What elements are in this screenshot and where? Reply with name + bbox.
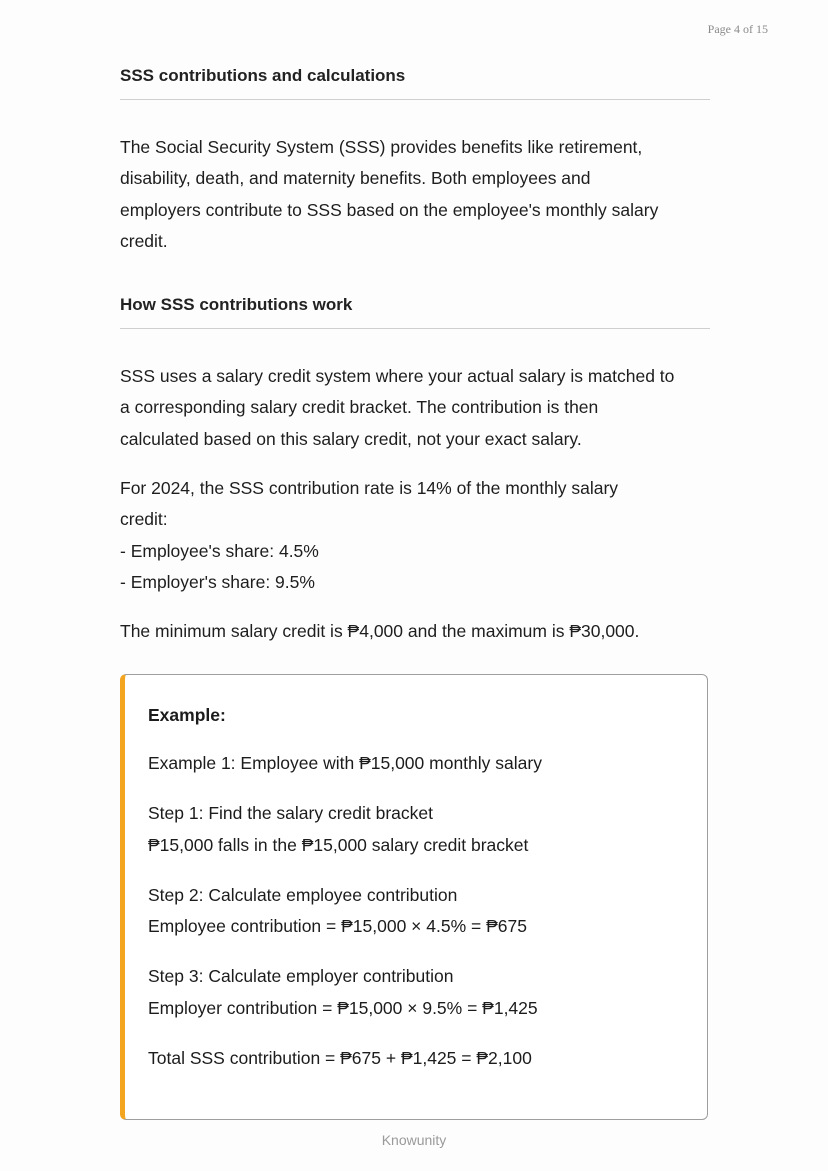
heading-divider [120,99,710,100]
section-heading-how-it-works: How SSS contributions work [120,295,353,315]
step-2-title: Step 2: Calculate employee contribution [148,884,458,905]
how-line: a corresponding salary credit bracket. The contribution is then [120,397,599,418]
intro-paragraph [120,132,710,257]
rate-paragraph [120,473,710,598]
step-1 [148,798,687,861]
step-2-detail: Employee contribution = ₱15,000 × 4.5% = ₱675 [148,916,527,937]
employee-share-line: - Employee's share: 4.5% [120,540,319,561]
intro-line: credit. [120,230,168,251]
intro-line: disability, death, and maternity benefits. Both employees and [120,168,591,189]
footer-brand: Knowunity [381,1132,447,1148]
rate-line: For 2024, the SSS contribution rate is 14% of the monthly salary [120,478,619,499]
step-2 [148,880,687,943]
example-case: Example 1: Employee with ₱15,000 monthly salary [148,753,542,773]
how-paragraph [120,361,710,455]
heading-divider [120,328,710,329]
step-1-title: Step 1: Find the salary credit bracket [148,803,433,824]
step-3 [148,961,687,1024]
min-max-paragraph: The minimum salary credit is ₱4,000 and the maximum is ₱30,000. [120,621,640,642]
section-heading-sss-contributions: SSS contributions and calculations [120,66,406,85]
how-line: SSS uses a salary credit system where your actual salary is matched to [120,366,675,387]
page-number: Page 4 of 15 [707,22,768,36]
employer-share-line: - Employer's share: 9.5% [120,571,315,592]
document-content [120,64,710,648]
step-3-detail: Employer contribution = ₱15,000 × 9.5% = ₱1,425 [148,997,538,1018]
rate-line: credit: [120,509,168,530]
intro-line: employers contribute to SSS based on the employee's monthly salary [120,199,659,220]
step-1-detail: ₱15,000 falls in the ₱15,000 salary credit bracket [148,834,529,855]
example-callout [120,674,708,1120]
total-contribution: Total SSS contribution = ₱675 + ₱1,425 = ₱2,100 [148,1048,532,1069]
example-title: Example: [148,705,226,725]
how-line: calculated based on this salary credit, not your exact salary. [120,428,582,449]
intro-line: The Social Security System (SSS) provides benefits like retirement, [120,137,643,157]
step-3-title: Step 3: Calculate employer contribution [148,966,454,987]
